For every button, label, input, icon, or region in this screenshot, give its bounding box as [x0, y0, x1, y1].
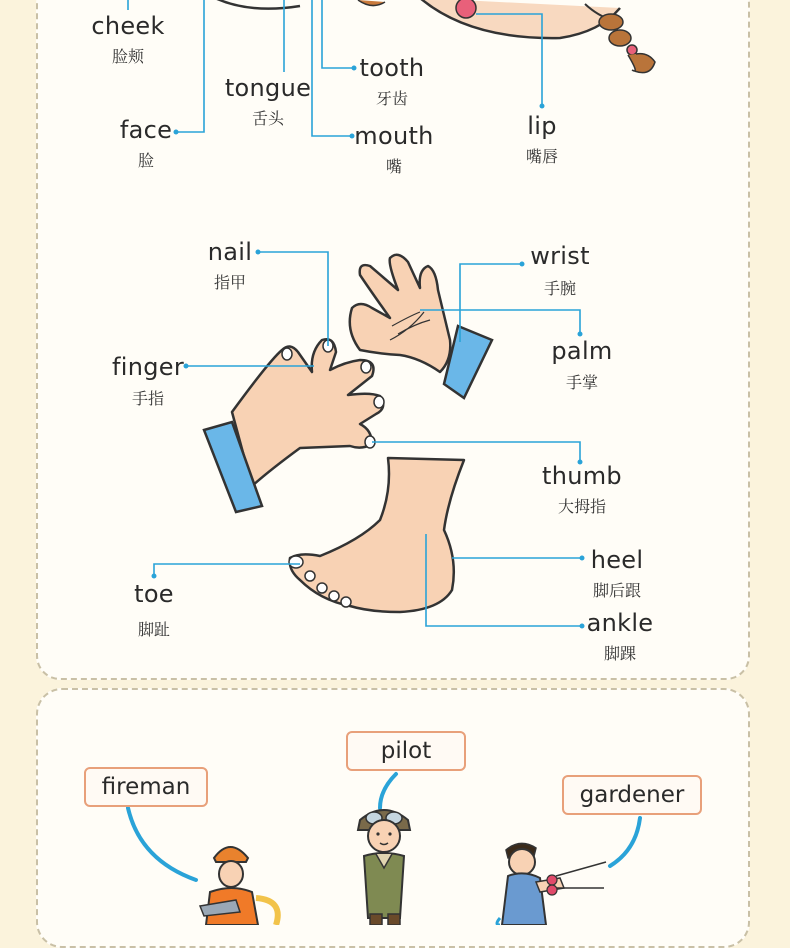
label-lip: lip — [527, 112, 557, 140]
label-palm: palm — [551, 337, 613, 365]
gardener-figure — [497, 843, 606, 925]
label-tooth-zh: 牙齿 — [375, 89, 409, 108]
label-thumb-zh: 大拇指 — [557, 497, 607, 516]
face-illustration — [215, 0, 620, 38]
tag-gardener: gardener — [562, 775, 702, 815]
label-tongue-zh: 舌头 — [251, 109, 285, 128]
label-cheek-zh: 脸颊 — [111, 47, 145, 66]
label-heel-zh: 脚后跟 — [592, 581, 642, 600]
label-nail-zh: 指甲 — [213, 273, 247, 292]
label-finger-zh: 手指 — [131, 389, 165, 408]
label-palm-zh: 手掌 — [565, 373, 599, 392]
tag-pilot: pilot — [346, 731, 466, 771]
label-heel: heel — [590, 546, 644, 574]
label-thumb: thumb — [542, 462, 622, 490]
label-lip-zh: 嘴唇 — [525, 147, 559, 166]
label-cheek: cheek — [91, 12, 165, 40]
label-wrist-zh: 手腕 — [543, 279, 577, 298]
label-toe-zh: 脚趾 — [137, 620, 171, 639]
back-of-hand-illustration — [204, 339, 384, 512]
label-nail: nail — [207, 238, 253, 266]
label-ankle-zh: 脚踝 — [603, 644, 637, 663]
label-wrist: wrist — [530, 242, 590, 270]
label-tongue: tongue — [224, 74, 312, 102]
label-mouth-zh: 嘴 — [385, 157, 403, 176]
foot-illustration — [289, 458, 464, 612]
label-tooth: tooth — [359, 54, 425, 82]
label-mouth: mouth — [354, 122, 434, 150]
fireman-figure — [200, 847, 278, 925]
label-finger: finger — [112, 353, 184, 381]
tag-fireman: fireman — [84, 767, 208, 807]
label-ankle: ankle — [586, 609, 654, 637]
label-face-zh: 脸 — [137, 151, 155, 170]
label-face: face — [119, 116, 173, 144]
label-toe: toe — [134, 580, 174, 608]
pilot-figure — [358, 810, 410, 925]
